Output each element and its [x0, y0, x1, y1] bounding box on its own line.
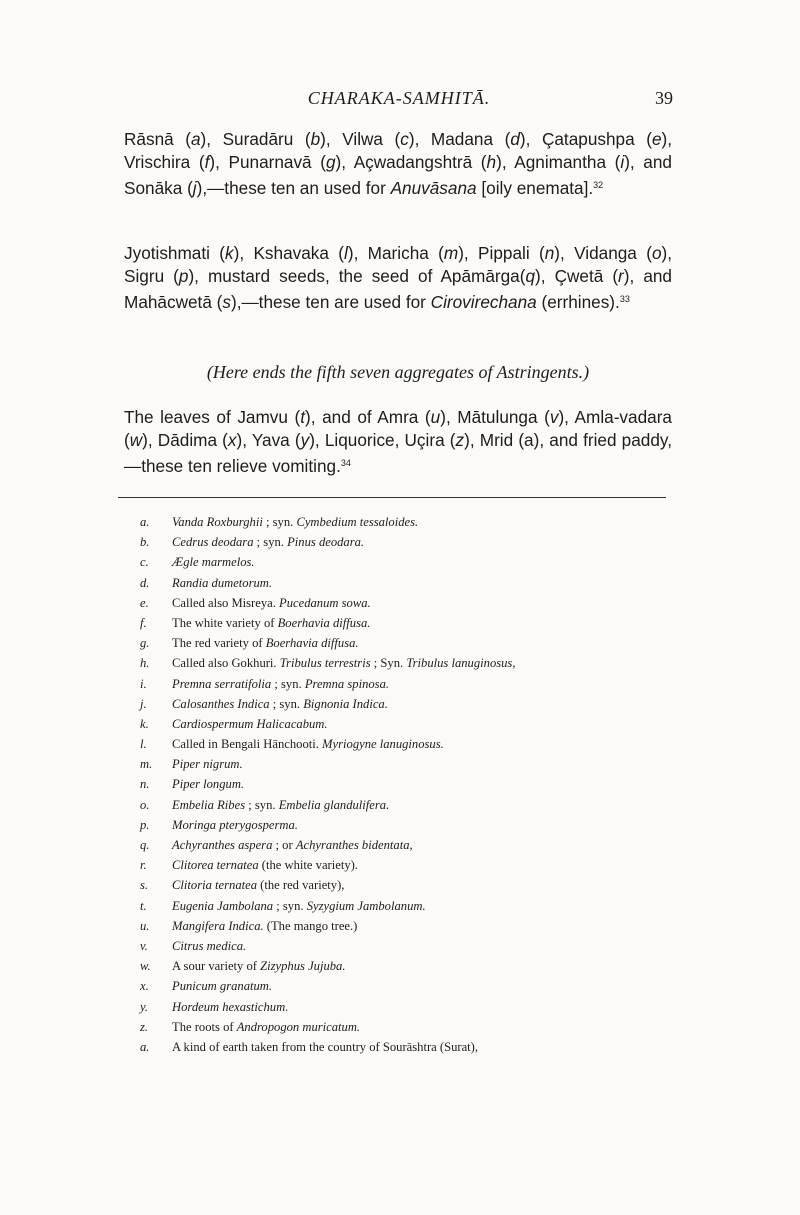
- italic-text: l: [344, 243, 348, 263]
- text-run: ), Liquorice, Uçira (: [309, 430, 456, 450]
- italic-text: Piper longum.: [172, 777, 245, 792]
- italic-text: e: [651, 129, 662, 149]
- italic-text: Premna spinosa.: [304, 676, 390, 691]
- italic-text: t: [300, 407, 306, 427]
- footnote-text: [172, 916, 357, 936]
- text-run: Called in Bengali Hānchooti.: [172, 737, 323, 752]
- text-run: Called also Misreya.: [172, 595, 280, 610]
- italic-text: Bignonia Indica.: [303, 696, 388, 711]
- footnote-text: [172, 734, 444, 754]
- footnote: [140, 896, 680, 916]
- footnote: [140, 512, 680, 532]
- footnote-letter: f.: [140, 615, 147, 630]
- text-run: The red variety of: [172, 636, 266, 651]
- italic-text: Cardiospermum Halicacabum.: [172, 716, 328, 731]
- footnote: [140, 552, 680, 572]
- italic-text: w: [129, 430, 143, 450]
- footnote-letter: a.: [140, 1039, 150, 1054]
- footnote-letter: e.: [140, 595, 149, 610]
- italic-text: c: [400, 129, 409, 149]
- footnote-text: [172, 855, 358, 875]
- footnote: [140, 855, 680, 875]
- footnote-letter: l.: [140, 737, 147, 752]
- footnote-letter: h.: [140, 656, 150, 671]
- footnote-letter: i.: [140, 676, 147, 691]
- italic-text: Pucedanum sowa.: [279, 595, 371, 610]
- text-run: ), Çwetā (: [535, 266, 619, 286]
- footnote: [140, 835, 680, 855]
- italic-text: y: [300, 430, 310, 450]
- text-run: [oily enemata].: [476, 178, 594, 198]
- text-run: ; syn.: [245, 797, 279, 812]
- footnote: [140, 1017, 680, 1037]
- text-run: ), Agnimantha (: [496, 152, 621, 172]
- footnote-text: [172, 694, 388, 714]
- text-run: (the red variety),: [257, 878, 345, 893]
- footnote-letter: c.: [140, 555, 149, 570]
- text-run: ), Yava (: [236, 430, 301, 450]
- footnote: [140, 1037, 680, 1057]
- italic-text: v: [549, 407, 559, 427]
- italic-text: i: [620, 152, 625, 172]
- footnote-letter: x.: [140, 979, 149, 994]
- italic-text: Cymbedium tessaloides.: [296, 515, 419, 529]
- italic-text: r: [618, 266, 624, 286]
- footnote: [140, 532, 680, 552]
- italic-text: Citrus medica.: [172, 938, 247, 953]
- text-run: ), mustard seeds, the seed of Apāmārga(: [188, 266, 526, 286]
- italic-text: Tribulus lanuginosus,: [406, 656, 516, 671]
- italic-text: s: [222, 292, 231, 312]
- text-run: A sour variety of: [172, 959, 261, 974]
- footnote: [140, 734, 680, 754]
- footnote: [140, 997, 680, 1017]
- page-number: 39: [655, 88, 673, 108]
- text-run: ), Açwadangshtrā (: [335, 152, 487, 172]
- text-run: ),—these ten an used for: [196, 178, 391, 198]
- paragraph: [124, 242, 672, 314]
- italic-text: g: [325, 152, 336, 172]
- footnote-letter: g.: [140, 636, 150, 651]
- italic-text: Anuvāsana: [390, 178, 477, 198]
- italic-text: x: [227, 430, 237, 450]
- italic-text: m: [443, 243, 459, 263]
- italic-text: a: [190, 129, 201, 149]
- italic-text: h: [486, 152, 497, 172]
- footnote-ref: 34: [340, 458, 351, 468]
- italic-text: b: [310, 129, 321, 149]
- paragraph: [124, 128, 672, 200]
- footnote-text: [172, 835, 413, 855]
- italic-text: Achyranthes bidentata,: [295, 838, 413, 852]
- footnote-text: [172, 552, 255, 572]
- text-run: ; syn.: [271, 676, 305, 691]
- footnote-text: [172, 674, 389, 694]
- text-run: ; syn.: [253, 535, 288, 550]
- text-run: (errhines).: [536, 292, 620, 312]
- footnote: [140, 795, 680, 815]
- text-run: ), Amla-vadara (: [124, 407, 672, 450]
- text-run: ; syn.: [262, 515, 297, 529]
- running-title: CHARAKA-SAMHITĀ.: [307, 88, 491, 108]
- footnote-letter: j.: [140, 696, 147, 711]
- footnote-letter: o.: [140, 797, 150, 812]
- footnote-text: [172, 774, 244, 794]
- italic-text: Cedrus deodara: [172, 535, 254, 550]
- footnote-separator: [118, 497, 666, 498]
- footnote-letter: z.: [140, 1019, 149, 1034]
- text-run: Rāsnā (: [124, 129, 191, 149]
- italic-text: Piper nigrum.: [172, 757, 243, 772]
- footnote-text: [172, 512, 418, 532]
- italic-text: p: [178, 266, 189, 286]
- italic-text: Pinus deodara.: [287, 535, 365, 550]
- footnote: [140, 936, 680, 956]
- text-run: ), and Sonāka (: [124, 152, 672, 198]
- text-run: ), Vrischira (: [124, 129, 672, 172]
- footnote-ref: 33: [619, 294, 630, 304]
- footnote-text: [172, 936, 246, 956]
- text-run: ), Çatapushpa (: [519, 129, 652, 149]
- italic-text: Ægle marmelos.: [172, 555, 255, 570]
- text-run: ), Madana (: [408, 129, 511, 149]
- footnote-text: [172, 976, 272, 996]
- italic-text: d: [510, 129, 520, 149]
- italic-text: Andropogon muricatum.: [236, 1019, 361, 1034]
- footnote-text: [172, 573, 272, 593]
- footnote-letter: m.: [140, 757, 153, 772]
- text-run: ; Syn.: [370, 656, 407, 671]
- footnote-text: [172, 1017, 360, 1037]
- footnote: [140, 754, 680, 774]
- footnote: [140, 593, 680, 613]
- italic-text: Randia dumetorum.: [172, 575, 273, 590]
- footnote-letter: t.: [140, 898, 147, 913]
- italic-text: Mangifera Indica.: [172, 918, 264, 933]
- italic-text: Boerhavia diffusa.: [265, 636, 359, 651]
- footnote: [140, 976, 680, 996]
- text-run: The leaves of Jamvu (: [124, 407, 301, 427]
- footnote-text: [172, 613, 370, 633]
- footnote-ref: 32: [593, 180, 604, 190]
- italic-text: Boerhavia diffusa.: [277, 615, 371, 630]
- text-run: ), Mātulunga (: [440, 407, 550, 427]
- footnote: [140, 674, 680, 694]
- footnote-letter: v.: [140, 938, 148, 953]
- footnote-text: [172, 896, 426, 916]
- footnote-letter: d.: [140, 575, 150, 590]
- text-run: ), Dādima (: [142, 430, 228, 450]
- text-run: ), Mrid (a), and fried paddy,—these ten relieve vomiting.: [124, 430, 672, 476]
- footnote-letter: a.: [140, 515, 150, 529]
- footnote: [140, 875, 680, 895]
- text-run: ), Sigru (: [124, 243, 672, 286]
- text-run: ; or: [272, 838, 296, 852]
- italic-text: o: [651, 243, 662, 263]
- text-run: ), Maricha (: [347, 243, 444, 263]
- footnote: [140, 613, 680, 633]
- text-run: ), Punarnavā (: [209, 152, 326, 172]
- footnote-letter: p.: [140, 817, 150, 832]
- footnote-letter: n.: [140, 777, 150, 792]
- footnote: [140, 653, 680, 673]
- italic-text: f: [204, 152, 210, 172]
- footnote-text: [172, 875, 344, 895]
- text-run: ), and of Amra (: [305, 407, 431, 427]
- text-run: A kind of earth taken from the country of Sourāshtra (Surat),: [172, 1039, 479, 1054]
- text-run: ), Suradāru (: [200, 129, 311, 149]
- footnote: [140, 916, 680, 936]
- text-run: ; syn.: [273, 898, 307, 913]
- text-run: ), Pippali (: [458, 243, 545, 263]
- italic-text: Calosanthes Indica: [172, 696, 270, 711]
- text-run: Jyotishmati (: [124, 243, 226, 263]
- footnotes-list: [140, 512, 680, 1057]
- footnote-text: [172, 815, 298, 835]
- page-header: [125, 88, 673, 116]
- text-run: ), Kshavaka (: [233, 243, 345, 263]
- italic-text: Achyranthes aspera: [172, 838, 273, 852]
- footnote: [140, 573, 680, 593]
- footnote: [140, 714, 680, 734]
- italic-text: j: [192, 178, 197, 198]
- italic-text: Zizyphus Jujuba.: [260, 959, 346, 974]
- text-run: ), Vidanga (: [554, 243, 652, 263]
- footnote-text: [172, 532, 364, 552]
- italic-text: Myriogyne lanuginosus.: [322, 737, 444, 752]
- italic-text: q: [525, 266, 536, 286]
- text-run: The white variety of: [172, 615, 278, 630]
- footnote: [140, 633, 680, 653]
- italic-text: Clitoria ternatea: [172, 878, 258, 893]
- footnote-text: [172, 714, 328, 734]
- italic-text: Cirovirechana: [430, 292, 537, 312]
- italic-text: Clitorea ternatea: [172, 858, 259, 873]
- text-run: (The mango tree.): [263, 918, 358, 933]
- text-run: ), and Mahācwetā (: [124, 266, 672, 312]
- italic-text: Eugenia Jambolana: [172, 898, 274, 913]
- footnote-text: [172, 795, 389, 815]
- paragraph: [124, 406, 672, 478]
- footnote: [140, 956, 680, 976]
- italic-text: Tribulus terrestris: [279, 656, 371, 671]
- footnote-text: [172, 997, 288, 1017]
- footnote-letter: w.: [140, 959, 151, 974]
- italic-text: Hordeum hexastichum.: [172, 999, 289, 1014]
- footnote: [140, 694, 680, 714]
- text-run: ; syn.: [269, 696, 304, 711]
- text-run: ), Vilwa (: [320, 129, 401, 149]
- text-run: ),—these ten are used for: [231, 292, 431, 312]
- footnote-text: [172, 1037, 478, 1057]
- footnote-letter: b.: [140, 535, 150, 550]
- footnote-letter: y.: [140, 999, 149, 1014]
- footnote-letter: s.: [140, 878, 149, 893]
- footnote: [140, 815, 680, 835]
- footnote-letter: k.: [140, 716, 149, 731]
- section-end-note: (Here ends the fifth seven aggregates of Astringents.): [206, 362, 590, 382]
- footnote: [140, 774, 680, 794]
- footnote-letter: u.: [140, 918, 150, 933]
- italic-text: Moringa pterygosperma.: [172, 817, 298, 832]
- footnote-text: [172, 593, 371, 613]
- text-run: Called also Gokhuri.: [172, 656, 280, 671]
- italic-text: Vanda Roxburghii: [172, 515, 263, 529]
- footnote-text: [172, 633, 359, 653]
- italic-text: Embelia Ribes: [172, 797, 246, 812]
- text-run: The roots of: [172, 1019, 237, 1034]
- italic-text: n: [544, 243, 555, 263]
- footnote-letter: q.: [140, 838, 150, 852]
- italic-text: Syzygium Jambolanum.: [306, 898, 426, 913]
- italic-text: z: [455, 430, 465, 450]
- italic-text: Punicum granatum.: [172, 979, 273, 994]
- footnote-text: [172, 956, 346, 976]
- italic-text: Embelia glandulifera.: [278, 797, 390, 812]
- italic-text: k: [225, 243, 234, 263]
- italic-text: Premna serratifolia: [172, 676, 272, 691]
- footnote-text: [172, 754, 243, 774]
- text-run: (the white variety).: [258, 858, 358, 873]
- footnote-letter: r.: [140, 858, 147, 873]
- italic-text: u: [430, 407, 441, 427]
- footnote-text: [172, 653, 516, 673]
